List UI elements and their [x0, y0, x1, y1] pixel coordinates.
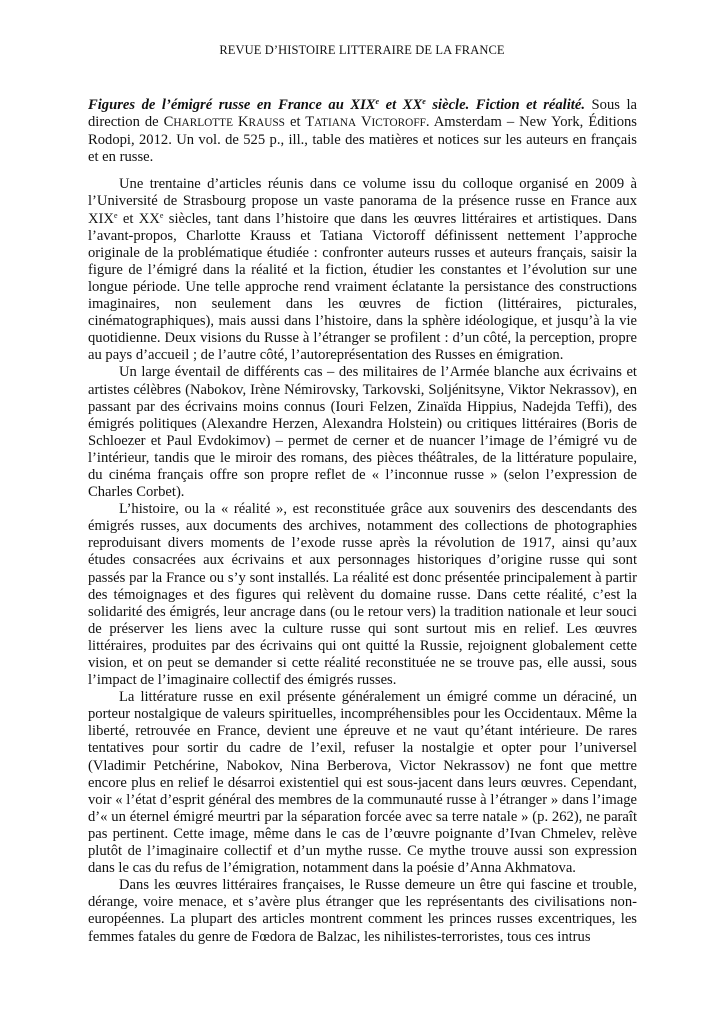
paragraph: Une trentaine d’articles réunis dans ce volume issu du colloque organisé en 2009 à l’Université de Strasbourg propose un vaste panorama de la présence russe en France aux XIXe et XXe siècles, tant dans l’histoire que dans les œuvres littéraires et artistiques. Dans l’avant-propos, Charlotte Krauss et Tatiana Victoroff définissent nettement l’approche originale de la problématique étudiée : confronter auteurs russes et auteurs français, saisir la figure de l’émigré dans la réalité et la fiction, étudier les constantes et l’évolution sur une longue période. Une telle approche rend vraiment éclatante la persistance des constructions imaginaires, non seulement dans les œuvres de fiction (littéraires, picturales, cinématographiques), mais aussi dans l’histoire, dans la sphère idéologique, et jusqu’à la vie quotidienne. Deux visions du Russe à l’étranger se profilent : d’un côté, la perception, propre au pays d’accueil ; de l’autre côté, l’autoreprésentation des Russes en émigration. — [88, 176, 637, 364]
paragraph: La littérature russe en exil présente généralement un émigré comme un déraciné, un porteur nostalgique de valeurs spirituelles, incompréhensibles pour les Occidentaux. Même la liberté, retrouvée en France, devient une épreuve et ne vaut qu’étant intérieure. De rares tentatives pour sortir du cadre de l’exil, refuser la nostalgie et opter pour l’universel (Vladimir Petchérine, Nabokov, Nina Berberova, Victor Nekrassov) ne font que mettre encore plus en relief le désarroi existentiel qui est sous-jacent dans leurs œuvres. Cependant, voir « l’état d’esprit général des membres de la communauté russe à l’étranger » dans l’image d’« un éternel émigré meurtri par la séparation forcée avec sa terre natale » (p. 262), ne paraît pas pertinent. Cette image, même dans le cas de l’œuvre poignante d’Ivan Chmelev, relève plutôt de l’imaginaire collectif et d’un mythe russe. Ce mythe trouve aussi son expression dans le cas du refus de l’émigration, notamment dans la poésie d’Anna Akhmatova. — [88, 689, 637, 877]
running-head: REVUE D’HISTOIRE LITTERAIRE DE LA FRANCE — [219, 43, 505, 57]
editor-name: CHARLOTTE KRAUSS — [163, 114, 285, 131]
editor-name: TATIANA VICTOROFF — [305, 114, 426, 131]
paragraph: Un large éventail de différents cas – des militaires de l’Armée blanche aux écrivains et artistes célèbres (Nabokov, Irène Némirovsky, Tarkovski, Soljénitsyne, Viktor Nekrassov), en passant par des écrivains moins connus (Iouri Felzen, Zinaïda Hippius, Nadejda Teffi), des émigrés politiques (Alexandre Herzen, Alexandra Holstein) ou critiques littéraires (Boris de Schloezer et Paul Evdokimov) – permet de cerner et de nuancer l’image de l’émigré vu de l’intérieur, tandis que le miroir des romans, des pièces théâtrales, de la littérature populaire, du cinéma français offre son propre reflet de « l’inconnue russe » (selon l’expression de Charles Corbet). — [88, 364, 637, 501]
book-title: Figures de l’émigré russe en France au XIXe et XXe siècle. Fiction et réalité. — [88, 97, 585, 113]
review-body — [88, 97, 637, 946]
bibliographic-entry: Figures de l’émigré russe en France au XIXe et XXe siècle. Fiction et réalité. Sous la direction de CHARLOTTE KRAUSS et TATIANA VICTOROFF. Amsterdam – New York, Éditions Rodopi, 2012. Un vol. de 525 p., ill., table des matières et notices sur les auteurs en français et en russe. — [88, 97, 638, 166]
paragraph: Dans les œuvres littéraires françaises, le Russe demeure un être qui fascine et trouble, dérange, voire menace, et s’avère plus étranger que les représentants des civilisations non-européennes. La plupart des articles montrent comment les princes russes excentriques, les femmes fatales du genre de Fœdora de Balzac, les nihilistes-terroristes, tous ces intrus — [88, 877, 637, 945]
paragraph: L’histoire, ou la « réalité », est reconstituée grâce aux souvenirs des descendants des émigrés russes, aux documents des archives, notamment des collections de photographies reproduisant divers moments de l’exode russe après la révolution de 1917, ainsi qu’aux études consacrées aux écrivains et aux personnages historiques d’origine russe qui sont passés par la France ou s’y sont installés. La réalité est donc présentée principalement à partir des témoignages et des figures qui relèvent du domaine russe. Dans cette réalité, c’est la solidarité des émigrés, leur ancrage dans (ou le retour vers) la tradition nationale et leur souci de préserver les liens avec la culture russe qui sont surtout mis en relief. Les œuvres littéraires, produites par des écrivains qui ont quitté la Russie, rejoignent globalement cette vision, et on peut se demander si cette réalité reconstituée ne se trouve pas, elle aussi, sous l’impact de l’imaginaire collectif des émigrés russes. — [88, 501, 637, 689]
